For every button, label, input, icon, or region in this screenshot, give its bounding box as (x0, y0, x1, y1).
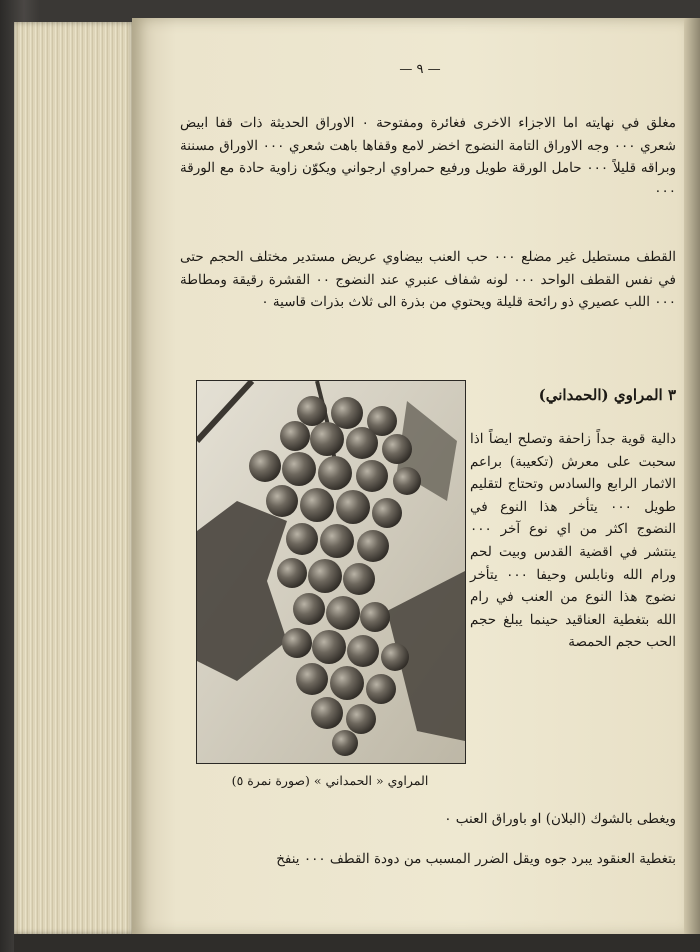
page-number: — ٩ — (399, 62, 441, 77)
bottom-edge (14, 934, 700, 952)
paragraph-cluster-description: القطف مستطيل غير مضلع ٠٠٠ حب العنب بيضاوي عريض مستدير مختلف الحجم حتى في نفس القطف الواحد ٠٠٠ لونه شفاف عنبري عند النضوج ٠٠ القشرة رقيقة ومطاطة ٠٠٠ اللب عصيري ذو رائحة قليلة ويحتوي من بذرة الى ثلاث بذرات قاسية ٠ (180, 249, 676, 310)
right-page-edge (684, 18, 700, 936)
section-heading: ٣ المراوي (الحمداني) (538, 386, 676, 404)
grape-cluster-photo (196, 380, 466, 764)
paragraph-leaf-description: مغلق في نهايته اما الاجزاء الاخرى فغائرة ومفتوحة ٠ الاوراق الحديثة ذات قفا ابيض شعري ٠٠٠ وجه الاوراق التامة النضوج اخضر لامع وقفاها باهت شعري ٠٠٠ الاوراق مسننة وبراقه قليلاً ٠٠٠ حامل الورقة طويل ورفيع حمراوي ارجواني ويكوّن زاوية حادة مع الورقة ٠٠٠ (180, 115, 676, 199)
photo-caption: المراوي « الحمداني » (صورة نمرة ٥) (231, 773, 429, 788)
text-line-final: بتغطية العنقود يبرد جوه ويقل الضرر المسبب من دودة القطف ٠٠٠ ينفخ (276, 851, 676, 867)
grape-cluster-image (197, 381, 465, 763)
text-line-covering: ويغطى بالشوك (البلان) او باوراق العنب ٠ (444, 811, 676, 827)
paragraph-variety-description: دالية قوية جداً زاحفة وتصلح ايضاً اذا سحبت على معرش (تكعيبة) براعم الاثمار الرابع والسادس وتحتاج لتقليم طويل ٠٠٠ يتأخر هذا النوع في النضوج اكثر من اي نوع آخر ٠٠٠ ينتشر في اقضية القدس وبيت لحم ورام الله ونابلس وحيفا ٠٠٠ يتأخر نضوج هذا النوع من العنب في رام الله بتغطية العناقيد حينما يبلغ حجم الحب حجم الحمصة (470, 431, 677, 651)
page-edges (14, 22, 133, 934)
